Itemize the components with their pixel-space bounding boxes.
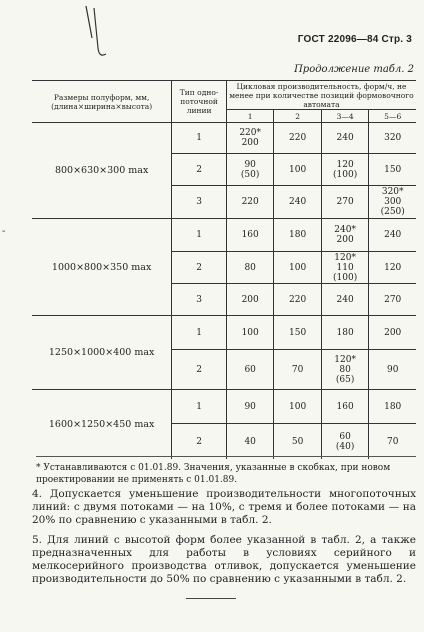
- value-cell: [226, 186, 274, 219]
- value-cell: [369, 219, 416, 252]
- value-cell: [274, 316, 321, 350]
- value-line: 100: [289, 262, 307, 273]
- footnote: * Устанавливаются с 01.01.89. Значения, указанные в скобках, при новом проектировании не применять с 01.01.89.: [36, 463, 391, 485]
- value-line: 40: [244, 436, 256, 447]
- subheader-3-4: 3—4: [321, 110, 369, 123]
- value-line: 200: [336, 235, 354, 245]
- value-line: 90: [244, 401, 256, 412]
- value-line: 160: [336, 401, 354, 412]
- value-line: 240*: [334, 225, 356, 235]
- value-line: 200: [384, 327, 402, 338]
- value-cell: [274, 252, 321, 284]
- value-cell: [226, 350, 274, 390]
- value-line: 60: [339, 431, 351, 442]
- value-line: 220: [241, 197, 259, 207]
- header-productivity: Цикловая производительность, форм/ч, не менее при количестве позиций формовочного автомата: [226, 81, 416, 110]
- value-cell: [369, 350, 416, 390]
- line-type-cell: 2: [172, 252, 227, 284]
- value-cell: [321, 390, 369, 424]
- value-line: 270: [384, 294, 402, 305]
- value-cell: [321, 219, 369, 252]
- size-cell: 1250×1000×400 max: [48, 347, 155, 358]
- value-line: 270: [336, 197, 354, 207]
- value-line: 160: [241, 230, 259, 240]
- line-type-cell: 1: [172, 390, 227, 424]
- value-line: 240: [384, 230, 402, 240]
- value-line: 120: [384, 262, 402, 273]
- value-cell: [321, 252, 369, 284]
- value-cell: [274, 350, 321, 390]
- value-line: (65): [335, 374, 355, 385]
- value-line: 320: [384, 133, 402, 143]
- table-row: [32, 219, 416, 252]
- value-cell: [321, 284, 369, 316]
- value-line: 50: [291, 436, 304, 447]
- pen-stroke-marks: [80, 4, 120, 64]
- value-line: 60: [244, 364, 256, 375]
- value-line: 80: [339, 364, 351, 375]
- size-cell: 800×630×300 max: [54, 165, 149, 176]
- value-line: 120*: [334, 252, 356, 263]
- paragraph-5: 5. Для линий с высотой форм более указанной в табл. 2, а также предназначенных для работы в условиях серийного и мелкосерийного производства отливок, допускается уменьшение производительности до 50% по сравнению с указанными в табл. 2.: [32, 534, 416, 585]
- line-type-cell: 2: [172, 424, 227, 460]
- value-cell: [226, 252, 274, 284]
- value-cell: [369, 252, 416, 284]
- value-cell: [274, 390, 321, 424]
- value-cell: [226, 219, 274, 252]
- value-cell: [274, 154, 321, 186]
- value-line: (100): [333, 272, 358, 283]
- value-line: 240: [336, 294, 354, 305]
- value-cell: [369, 424, 416, 460]
- value-cell: [369, 284, 416, 316]
- header-line-type: Тип одно-поточной линии: [172, 81, 227, 123]
- paragraph-4: 4. Допускается уменьшение производительности многопоточных линий: с двумя потоками — на 10%, с тремя и более потоками — на 20% по сравнению с указанными в табл. 2.: [32, 488, 416, 526]
- value-cell: [321, 316, 369, 350]
- value-line: 240: [336, 133, 354, 143]
- value-line: (40): [335, 441, 355, 452]
- value-line: 180: [289, 230, 307, 240]
- productivity-table: [32, 80, 416, 459]
- value-line: (50): [240, 169, 260, 180]
- value-cell: [274, 424, 321, 460]
- value-line: 120: [336, 159, 354, 170]
- value-cell: [321, 123, 369, 154]
- value-cell: [321, 424, 369, 460]
- value-line: (250): [380, 207, 405, 217]
- value-cell: [369, 390, 416, 424]
- value-cell: [226, 154, 274, 186]
- value-line: 100: [289, 164, 307, 175]
- size-cell: 1000×800×350 max: [51, 261, 152, 273]
- line-type-cell: 1: [172, 219, 227, 252]
- value-cell: [226, 316, 274, 350]
- table-continuation-label: Продолжение табл. 2: [294, 64, 414, 75]
- line-type-cell: 1: [172, 123, 227, 154]
- value-line: 120*: [334, 354, 356, 365]
- value-cell: [321, 350, 369, 390]
- value-cell: [274, 219, 321, 252]
- value-line: 200: [241, 138, 259, 148]
- margin-mark: -: [2, 226, 6, 237]
- value-cell: [274, 284, 321, 316]
- value-cell: [274, 123, 321, 154]
- value-cell: [321, 186, 369, 219]
- subheader-5-6: 5—6: [369, 110, 416, 123]
- line-type-cell: 1: [172, 316, 227, 350]
- value-line: 220: [289, 133, 307, 143]
- value-line: 200: [241, 294, 259, 305]
- value-line: 240: [289, 197, 307, 207]
- line-type-cell: 3: [172, 186, 227, 219]
- footnote-divider: [36, 456, 416, 457]
- line-type-cell: 3: [172, 284, 227, 316]
- table-row: [32, 123, 416, 154]
- page-header: ГОСТ 22096—84 Стр. 3: [297, 34, 412, 45]
- subheader-2: 2: [274, 110, 321, 123]
- value-cell: [369, 316, 416, 350]
- value-line: 90: [244, 159, 256, 170]
- value-line: 220*: [239, 128, 262, 138]
- table-row: [32, 390, 416, 424]
- value-line: 110: [336, 262, 354, 273]
- value-line: 150: [384, 164, 402, 175]
- line-type-cell: 2: [172, 154, 227, 186]
- table-body: [32, 123, 416, 460]
- value-cell: [226, 424, 274, 460]
- value-line: 150: [289, 327, 307, 338]
- value-cell: [369, 123, 416, 154]
- value-cell: [369, 154, 416, 186]
- value-line: 70: [291, 364, 304, 375]
- value-cell: [226, 390, 274, 424]
- line-type-cell: 2: [172, 350, 227, 390]
- value-line: 90: [386, 364, 399, 375]
- value-line: 300: [384, 197, 402, 207]
- value-line: (100): [333, 169, 358, 180]
- size-cell: 1600×1250×450 max: [48, 419, 155, 430]
- table-row: [32, 316, 416, 350]
- value-line: 100: [241, 327, 259, 338]
- value-line: 180: [384, 401, 402, 412]
- header-size: Размеры полуформ, мм, (длина×ширина×высота): [32, 81, 172, 123]
- value-cell: [226, 123, 274, 154]
- end-rule: [186, 598, 236, 599]
- value-line: 180: [336, 327, 354, 338]
- value-line: 220: [289, 294, 307, 305]
- value-cell: [369, 186, 416, 219]
- value-cell: [226, 284, 274, 316]
- value-line: 100: [289, 401, 307, 412]
- value-cell: [321, 154, 369, 186]
- value-line: 80: [244, 262, 256, 273]
- value-cell: [274, 186, 321, 219]
- value-line: 70: [386, 436, 399, 447]
- subheader-1: 1: [226, 110, 274, 123]
- value-line: 320*: [381, 187, 404, 197]
